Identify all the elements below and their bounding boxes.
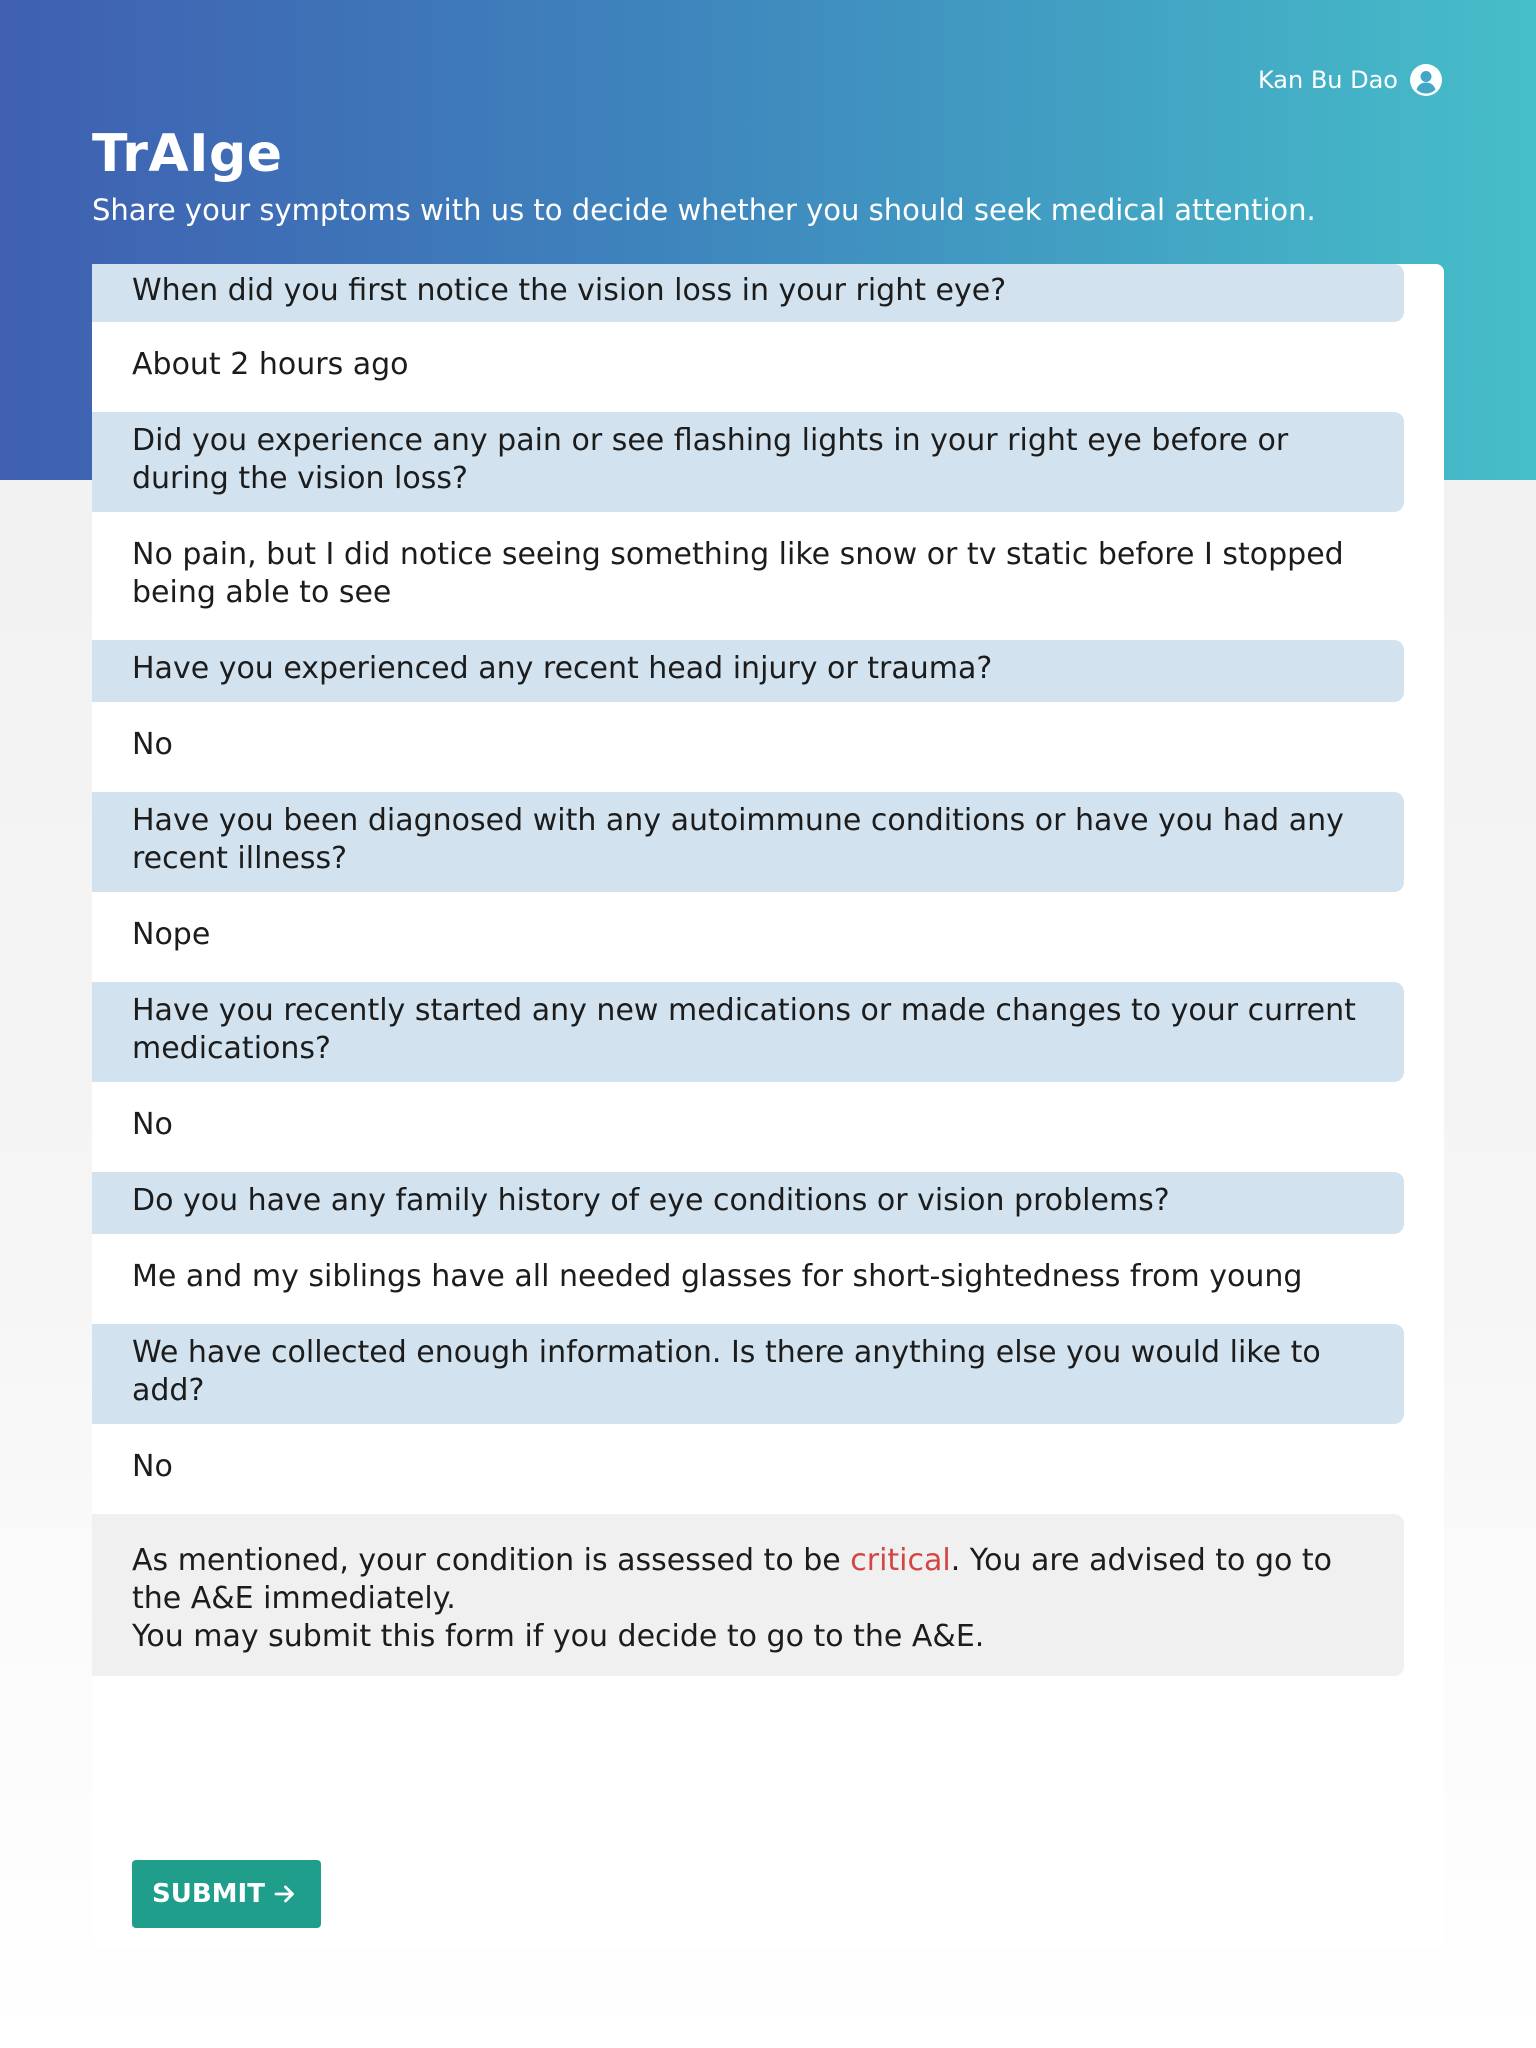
answer-text: No bbox=[132, 1107, 173, 1142]
app-subtitle: Share your symptoms with us to decide whether you should seek medical attention. bbox=[92, 193, 1316, 227]
question-bubble: When did you first notice the vision loss in your right eye? bbox=[92, 264, 1404, 322]
username: Kan Bu Dao bbox=[1257, 66, 1398, 94]
question-bubble: Have you been diagnosed with any autoimmune conditions or have you had any recent illness? bbox=[92, 792, 1404, 892]
answer-text: Me and my siblings have all needed glasses for short-sightedness from young bbox=[132, 1259, 1303, 1294]
question-bubble: Did you experience any pain or see flashing lights in your right eye before or during the vision loss? bbox=[92, 412, 1404, 512]
question-bubble: Have you experienced any recent head injury or trauma? bbox=[92, 640, 1404, 702]
answer-text: About 2 hours ago bbox=[132, 347, 409, 382]
app-title: TrAIge bbox=[92, 124, 283, 184]
answer-text: No pain, but I did notice seeing something like snow or tv static before I stopped being able to see bbox=[132, 537, 1344, 610]
assessment-line-1 bbox=[132, 1542, 1384, 1618]
arrow-right-icon bbox=[273, 1882, 297, 1906]
user-circle-icon[interactable] bbox=[1410, 64, 1442, 96]
answer-text: No bbox=[132, 1449, 173, 1484]
answer-text: No bbox=[132, 727, 173, 762]
assessment-text-after: . You are advised to go to the A&E immediately. bbox=[132, 1543, 1332, 1616]
assessment-notice bbox=[92, 1514, 1404, 1676]
assessment-text-before: As mentioned, your condition is assessed to be bbox=[132, 1543, 851, 1578]
submit-button[interactable] bbox=[132, 1860, 321, 1928]
severity-label: critical bbox=[850, 1543, 951, 1578]
submit-label: SUBMIT bbox=[152, 1879, 265, 1909]
question-bubble: We have collected enough information. Is there anything else you would like to add? bbox=[92, 1324, 1404, 1424]
user-menu[interactable] bbox=[1258, 64, 1442, 96]
question-bubble: Do you have any family history of eye conditions or vision problems? bbox=[92, 1172, 1404, 1234]
triage-form-card bbox=[92, 264, 1444, 1948]
conversation-list bbox=[92, 264, 1404, 1676]
assessment-line-2: You may submit this form if you decide to go to the A&E. bbox=[132, 1619, 985, 1654]
answer-text: Nope bbox=[132, 917, 211, 952]
question-bubble: Have you recently started any new medications or made changes to your current medications? bbox=[92, 982, 1404, 1082]
